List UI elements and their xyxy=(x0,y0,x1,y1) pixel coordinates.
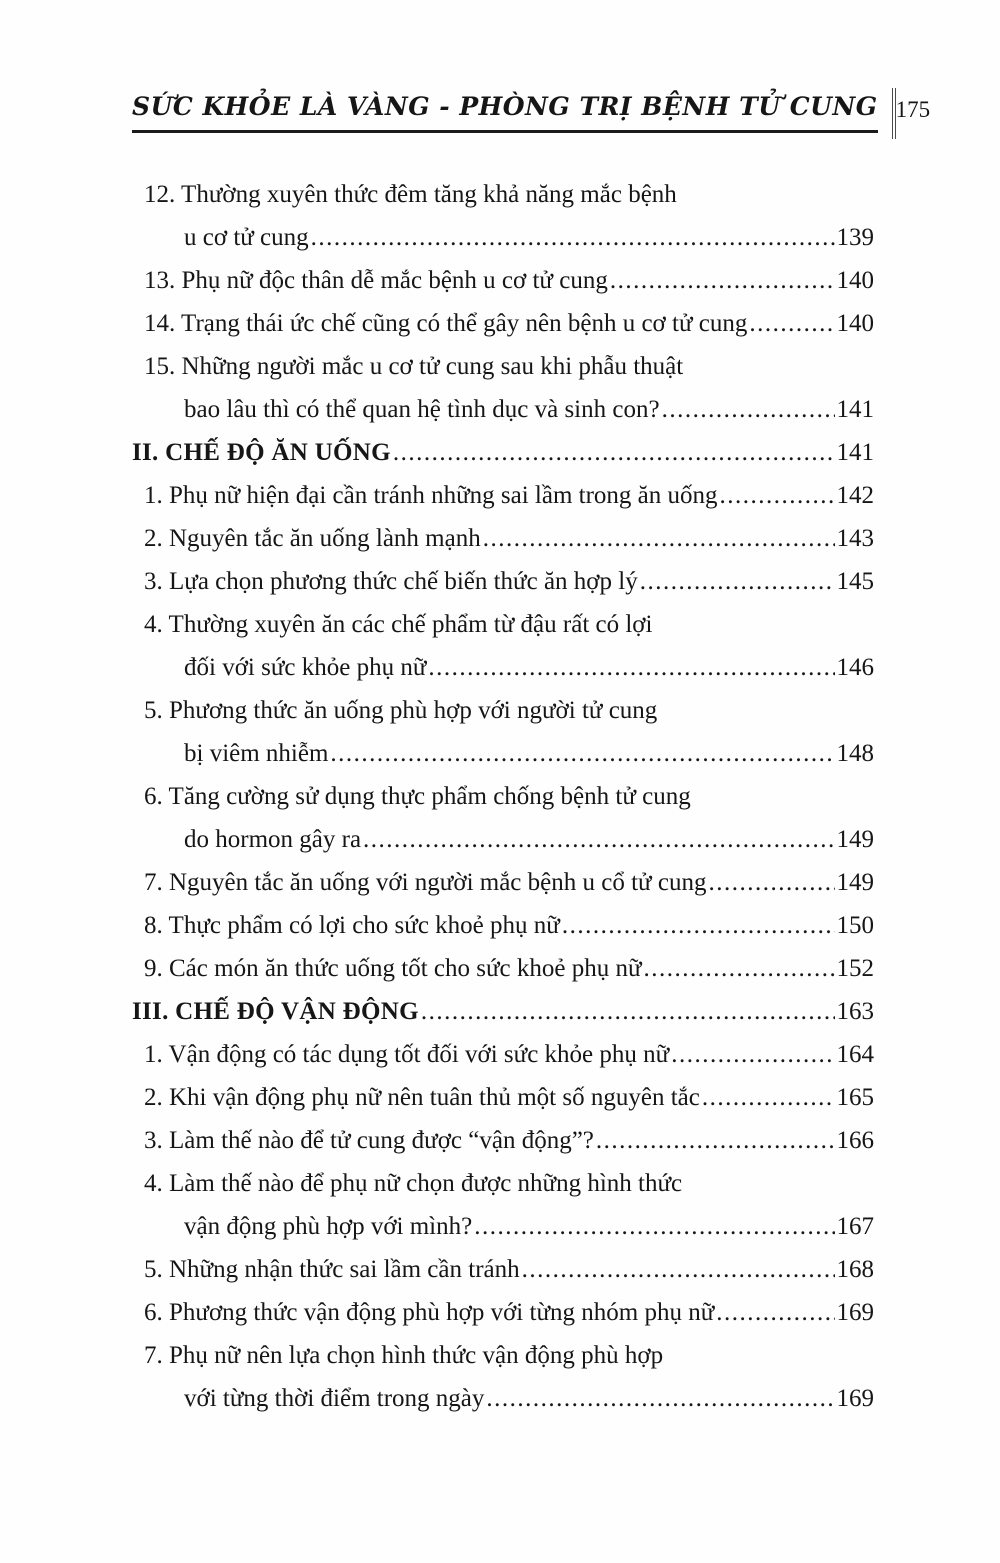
toc-entry-text: 14. Trạng thái ức chế cũng có thể gây nên bệnh u cơ tử cung xyxy=(144,310,748,337)
toc-entry-line xyxy=(132,947,874,990)
toc-entry-line xyxy=(132,216,874,259)
dot-leader xyxy=(596,1119,835,1162)
toc-entry-page: 150 xyxy=(836,912,874,939)
toc-entry-page: 143 xyxy=(836,525,874,552)
toc-entry-line xyxy=(132,1033,874,1076)
toc-entry-line xyxy=(132,990,874,1033)
toc-entry xyxy=(132,603,874,689)
toc-entry-page: 141 xyxy=(836,439,874,466)
toc-entry-line xyxy=(132,474,874,517)
toc-entry-text: II. CHẾ ĐỘ ĂN UỐNG xyxy=(132,439,391,466)
dot-leader xyxy=(421,990,835,1033)
dot-leader xyxy=(562,904,835,947)
toc-entry xyxy=(132,1162,874,1248)
toc-entry-page: 148 xyxy=(836,740,874,767)
toc-section-entry xyxy=(132,990,874,1033)
toc-entry-line xyxy=(132,1162,874,1205)
toc-entry-page: 140 xyxy=(836,310,874,337)
toc-entry xyxy=(132,689,874,775)
dot-leader xyxy=(428,646,834,689)
toc-entry-page: 145 xyxy=(836,568,874,595)
table-of-contents xyxy=(132,173,874,1420)
dot-leader xyxy=(708,861,834,904)
toc-entry xyxy=(132,1119,874,1162)
toc-entry-text: với từng thời điểm trong ngày xyxy=(184,1385,485,1412)
dot-leader xyxy=(749,302,834,345)
toc-entry xyxy=(132,302,874,345)
toc-entry-text: 13. Phụ nữ độc thân dễ mắc bệnh u cơ tử cung xyxy=(144,267,608,294)
dot-leader xyxy=(474,1205,834,1248)
toc-entry-text: do hormon gây ra xyxy=(184,826,362,853)
dot-leader xyxy=(483,517,835,560)
toc-entry xyxy=(132,1291,874,1334)
toc-entry-line xyxy=(132,1248,874,1291)
toc-entry-page: 169 xyxy=(836,1385,874,1412)
toc-entry-text: 6. Phương thức vận động phù hợp với từng nhóm phụ nữ xyxy=(144,1299,715,1326)
toc-entry-page: 164 xyxy=(836,1041,874,1068)
dot-leader xyxy=(720,474,835,517)
dot-leader xyxy=(311,216,835,259)
toc-entry-text: 7. Phụ nữ nên lựa chọn hình thức vận động phù hợp xyxy=(144,1342,664,1369)
toc-entry-text: 9. Các món ăn thức uống tốt cho sức khoẻ phụ nữ xyxy=(144,955,642,982)
toc-entry-page: 149 xyxy=(836,869,874,896)
toc-entry-line xyxy=(132,904,874,947)
toc-entry-text: 5. Phương thức ăn uống phù hợp với người tử cung xyxy=(144,697,658,724)
toc-entry-text: 4. Thường xuyên ăn các chế phẩm từ đậu rất có lợi xyxy=(144,611,653,638)
toc-entry xyxy=(132,474,874,517)
toc-entry-text: 1. Phụ nữ hiện đại cần tránh những sai lầm trong ăn uống xyxy=(144,482,718,509)
dot-leader xyxy=(522,1248,835,1291)
toc-entry-line xyxy=(132,603,874,646)
book-title: SỨC KHỎE LÀ VÀNG - PHÒNG TRỊ BỆNH TỬ CUNG xyxy=(132,92,878,133)
page-number: 175 xyxy=(895,96,931,122)
toc-entry-line xyxy=(132,818,874,861)
toc-entry-line xyxy=(132,1291,874,1334)
toc-entry-page: 165 xyxy=(836,1084,874,1111)
toc-entry-text: 4. Làm thế nào để phụ nữ chọn được những hình thức xyxy=(144,1170,683,1197)
dot-leader xyxy=(640,560,835,603)
toc-entry-line xyxy=(132,732,874,775)
toc-entry xyxy=(132,1248,874,1291)
toc-entry-text: 6. Tăng cường sử dụng thực phẩm chống bệnh tử cung xyxy=(144,783,691,810)
toc-entry-line xyxy=(132,517,874,560)
toc-entry-text: 12. Thường xuyên thức đêm tăng khả năng mắc bệnh xyxy=(144,181,677,208)
toc-entry-line xyxy=(132,861,874,904)
toc-entry-page: 142 xyxy=(836,482,874,509)
page-header xyxy=(132,92,931,133)
toc-entry-text: bao lâu thì có thể quan hệ tình dục và sinh con? xyxy=(184,396,660,423)
toc-entry-line xyxy=(132,1119,874,1162)
toc-entry-text: 15. Những người mắc u cơ tử cung sau khi phẫu thuật xyxy=(144,353,684,380)
toc-entry-text: 7. Nguyên tắc ăn uống với người mắc bệnh u cổ tử cung xyxy=(144,869,707,896)
toc-entry-page: 169 xyxy=(836,1299,874,1326)
toc-entry-line xyxy=(132,388,874,431)
toc-entry xyxy=(132,861,874,904)
toc-entry xyxy=(132,1334,874,1420)
toc-entry-line xyxy=(132,345,874,388)
toc-entry-line xyxy=(132,173,874,216)
toc-entry-line xyxy=(132,560,874,603)
toc-entry-text: III. CHẾ ĐỘ VẬN ĐỘNG xyxy=(132,998,419,1025)
toc-entry xyxy=(132,517,874,560)
toc-entry xyxy=(132,345,874,431)
dot-leader xyxy=(393,431,835,474)
dot-leader xyxy=(363,818,834,861)
toc-entry-page: 141 xyxy=(836,396,874,423)
toc-entry xyxy=(132,1076,874,1119)
toc-entry xyxy=(132,1033,874,1076)
toc-entry-line xyxy=(132,689,874,732)
toc-entry-text: 3. Làm thế nào để tử cung được “vận động”? xyxy=(144,1127,594,1154)
toc-entry-line xyxy=(132,259,874,302)
dot-leader xyxy=(330,732,834,775)
toc-entry-line xyxy=(132,1334,874,1377)
toc-entry-text: bị viêm nhiễm xyxy=(184,740,329,767)
toc-entry-line xyxy=(132,302,874,345)
toc-entry-text: 1. Vận động có tác dụng tốt đối với sức khỏe phụ nữ xyxy=(144,1041,670,1068)
dot-leader xyxy=(644,947,835,990)
dot-leader xyxy=(671,1033,834,1076)
dot-leader xyxy=(610,259,835,302)
toc-entry-line xyxy=(132,646,874,689)
toc-entry-text: 2. Khi vận động phụ nữ nên tuân thủ một số nguyên tắc xyxy=(144,1084,700,1111)
toc-entry xyxy=(132,259,874,302)
toc-entry-text: 2. Nguyên tắc ăn uống lành mạnh xyxy=(144,525,481,552)
toc-entry-text: vận động phù hợp với mình? xyxy=(184,1213,473,1240)
toc-entry-page: 167 xyxy=(836,1213,874,1240)
toc-entry-page: 146 xyxy=(836,654,874,681)
toc-entry-line xyxy=(132,1205,874,1248)
toc-entry-line xyxy=(132,1076,874,1119)
toc-entry-line xyxy=(132,775,874,818)
toc-section-entry xyxy=(132,431,874,474)
toc-entry-text: 8. Thực phẩm có lợi cho sức khoẻ phụ nữ xyxy=(144,912,560,939)
toc-entry-line xyxy=(132,1377,874,1420)
toc-entry xyxy=(132,904,874,947)
toc-entry-page: 163 xyxy=(836,998,874,1025)
toc-entry-page: 168 xyxy=(836,1256,874,1283)
toc-entry xyxy=(132,775,874,861)
dot-leader xyxy=(702,1076,835,1119)
toc-entry xyxy=(132,947,874,990)
toc-entry-page: 166 xyxy=(836,1127,874,1154)
toc-entry-text: đối với sức khỏe phụ nữ xyxy=(184,654,427,681)
dot-leader xyxy=(662,388,835,431)
dot-leader xyxy=(716,1291,834,1334)
toc-entry-page: 140 xyxy=(836,267,874,294)
toc-entry-page: 152 xyxy=(836,955,874,982)
dot-leader xyxy=(486,1377,834,1420)
toc-entry xyxy=(132,560,874,603)
toc-entry xyxy=(132,173,874,259)
toc-entry-line xyxy=(132,431,874,474)
toc-entry-page: 149 xyxy=(836,826,874,853)
toc-entry-page: 139 xyxy=(836,224,874,251)
toc-entry-text: u cơ tử cung xyxy=(184,224,309,251)
toc-entry-text: 3. Lựa chọn phương thức chế biến thức ăn hợp lý xyxy=(144,568,638,595)
toc-entry-text: 5. Những nhận thức sai lầm cần tránh xyxy=(144,1256,520,1283)
